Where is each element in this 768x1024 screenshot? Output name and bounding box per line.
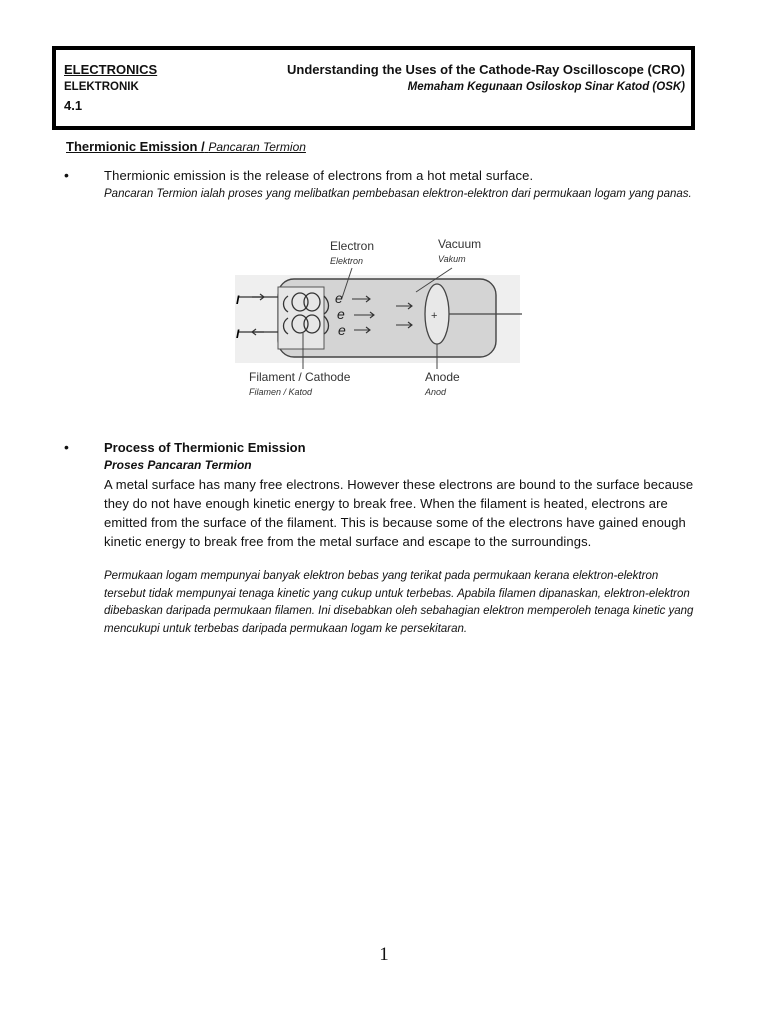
electron-symbol-3: e [338,322,346,338]
electron-symbol-1: e [335,290,343,306]
thermionic-emission-diagram [230,232,530,404]
section-heading-ms: Pancaran Termion [208,140,306,154]
process-heading-ms: Proses Pancaran Termion [104,458,252,472]
label-vacuum-ms: Vakum [438,254,466,264]
header-box [52,46,695,130]
chapter-number: 4.1 [64,98,83,113]
label-filament-ms: Filamen / Katod [249,387,313,397]
bullet1-text: Thermionic emission is the release of electrons from a hot metal surface. [104,168,534,183]
document-title-ms: Memaham Kegunaan Osiloskop Sinar Katod (OSK) [407,81,685,93]
label-vacuum: Vacuum [438,237,482,251]
anode-plus-symbol: + [431,310,438,322]
label-electron-ms: Elektron [330,256,364,266]
page-number: 1 [379,944,389,965]
bullet-marker-2: • [64,439,69,455]
subject-label-ms: ELEKTRONIK [64,81,139,93]
bullet1-text-ms: Pancaran Termion ialah proses yang melibatkan pembebasan elektron-elektron dari permukaan logam yang panas. [104,188,692,200]
bullet-marker-1: • [64,167,69,183]
document-title: Understanding the Uses of the Cathode-Ray Oscilloscope (CRO) [287,62,685,77]
label-anode-ms: Anod [425,387,447,397]
process-heading: Process of Thermionic Emission [104,440,306,455]
subject-label: ELECTRONICS [64,62,158,77]
filament-housing [278,287,324,349]
label-filament: Filament / Cathode [249,370,351,384]
process-paragraph-ms: Permukaan logam mempunyai banyak elektron bebas yang terikat pada permukaan kerana elektron-elektron tersebut tidak mempunyai tenaga kinetic yang cukup untuk terbebas. Apabila filamen dipanaskan, elektron-elektron dibebaskan daripada permukaan filamen. Ini disebabkan oleh sebahagian elektron memperoleh tenaga kinetic yang mencukupi untuk terbebas daripada permukaan logam ke persekitaran. [104,570,694,635]
current-label-bottom: I [236,327,240,341]
process-paragraph: A metal surface has many free electrons. However these electrons are bound to the surface because they do not have enough kinetic energy to break free. When the filament is heated, electrons are emitted from the surface of the filament. This is because some of the electrons have gained enough kinetic energy to break free from the metal surface and escape to the surroundings. [104,477,694,549]
label-anode: Anode [425,370,460,384]
current-label-top: I [236,293,240,307]
label-electron: Electron [330,239,375,253]
section-heading-en: Thermionic Emission / [66,139,205,154]
electron-symbol-2: e [337,306,345,322]
section-heading [66,139,306,154]
